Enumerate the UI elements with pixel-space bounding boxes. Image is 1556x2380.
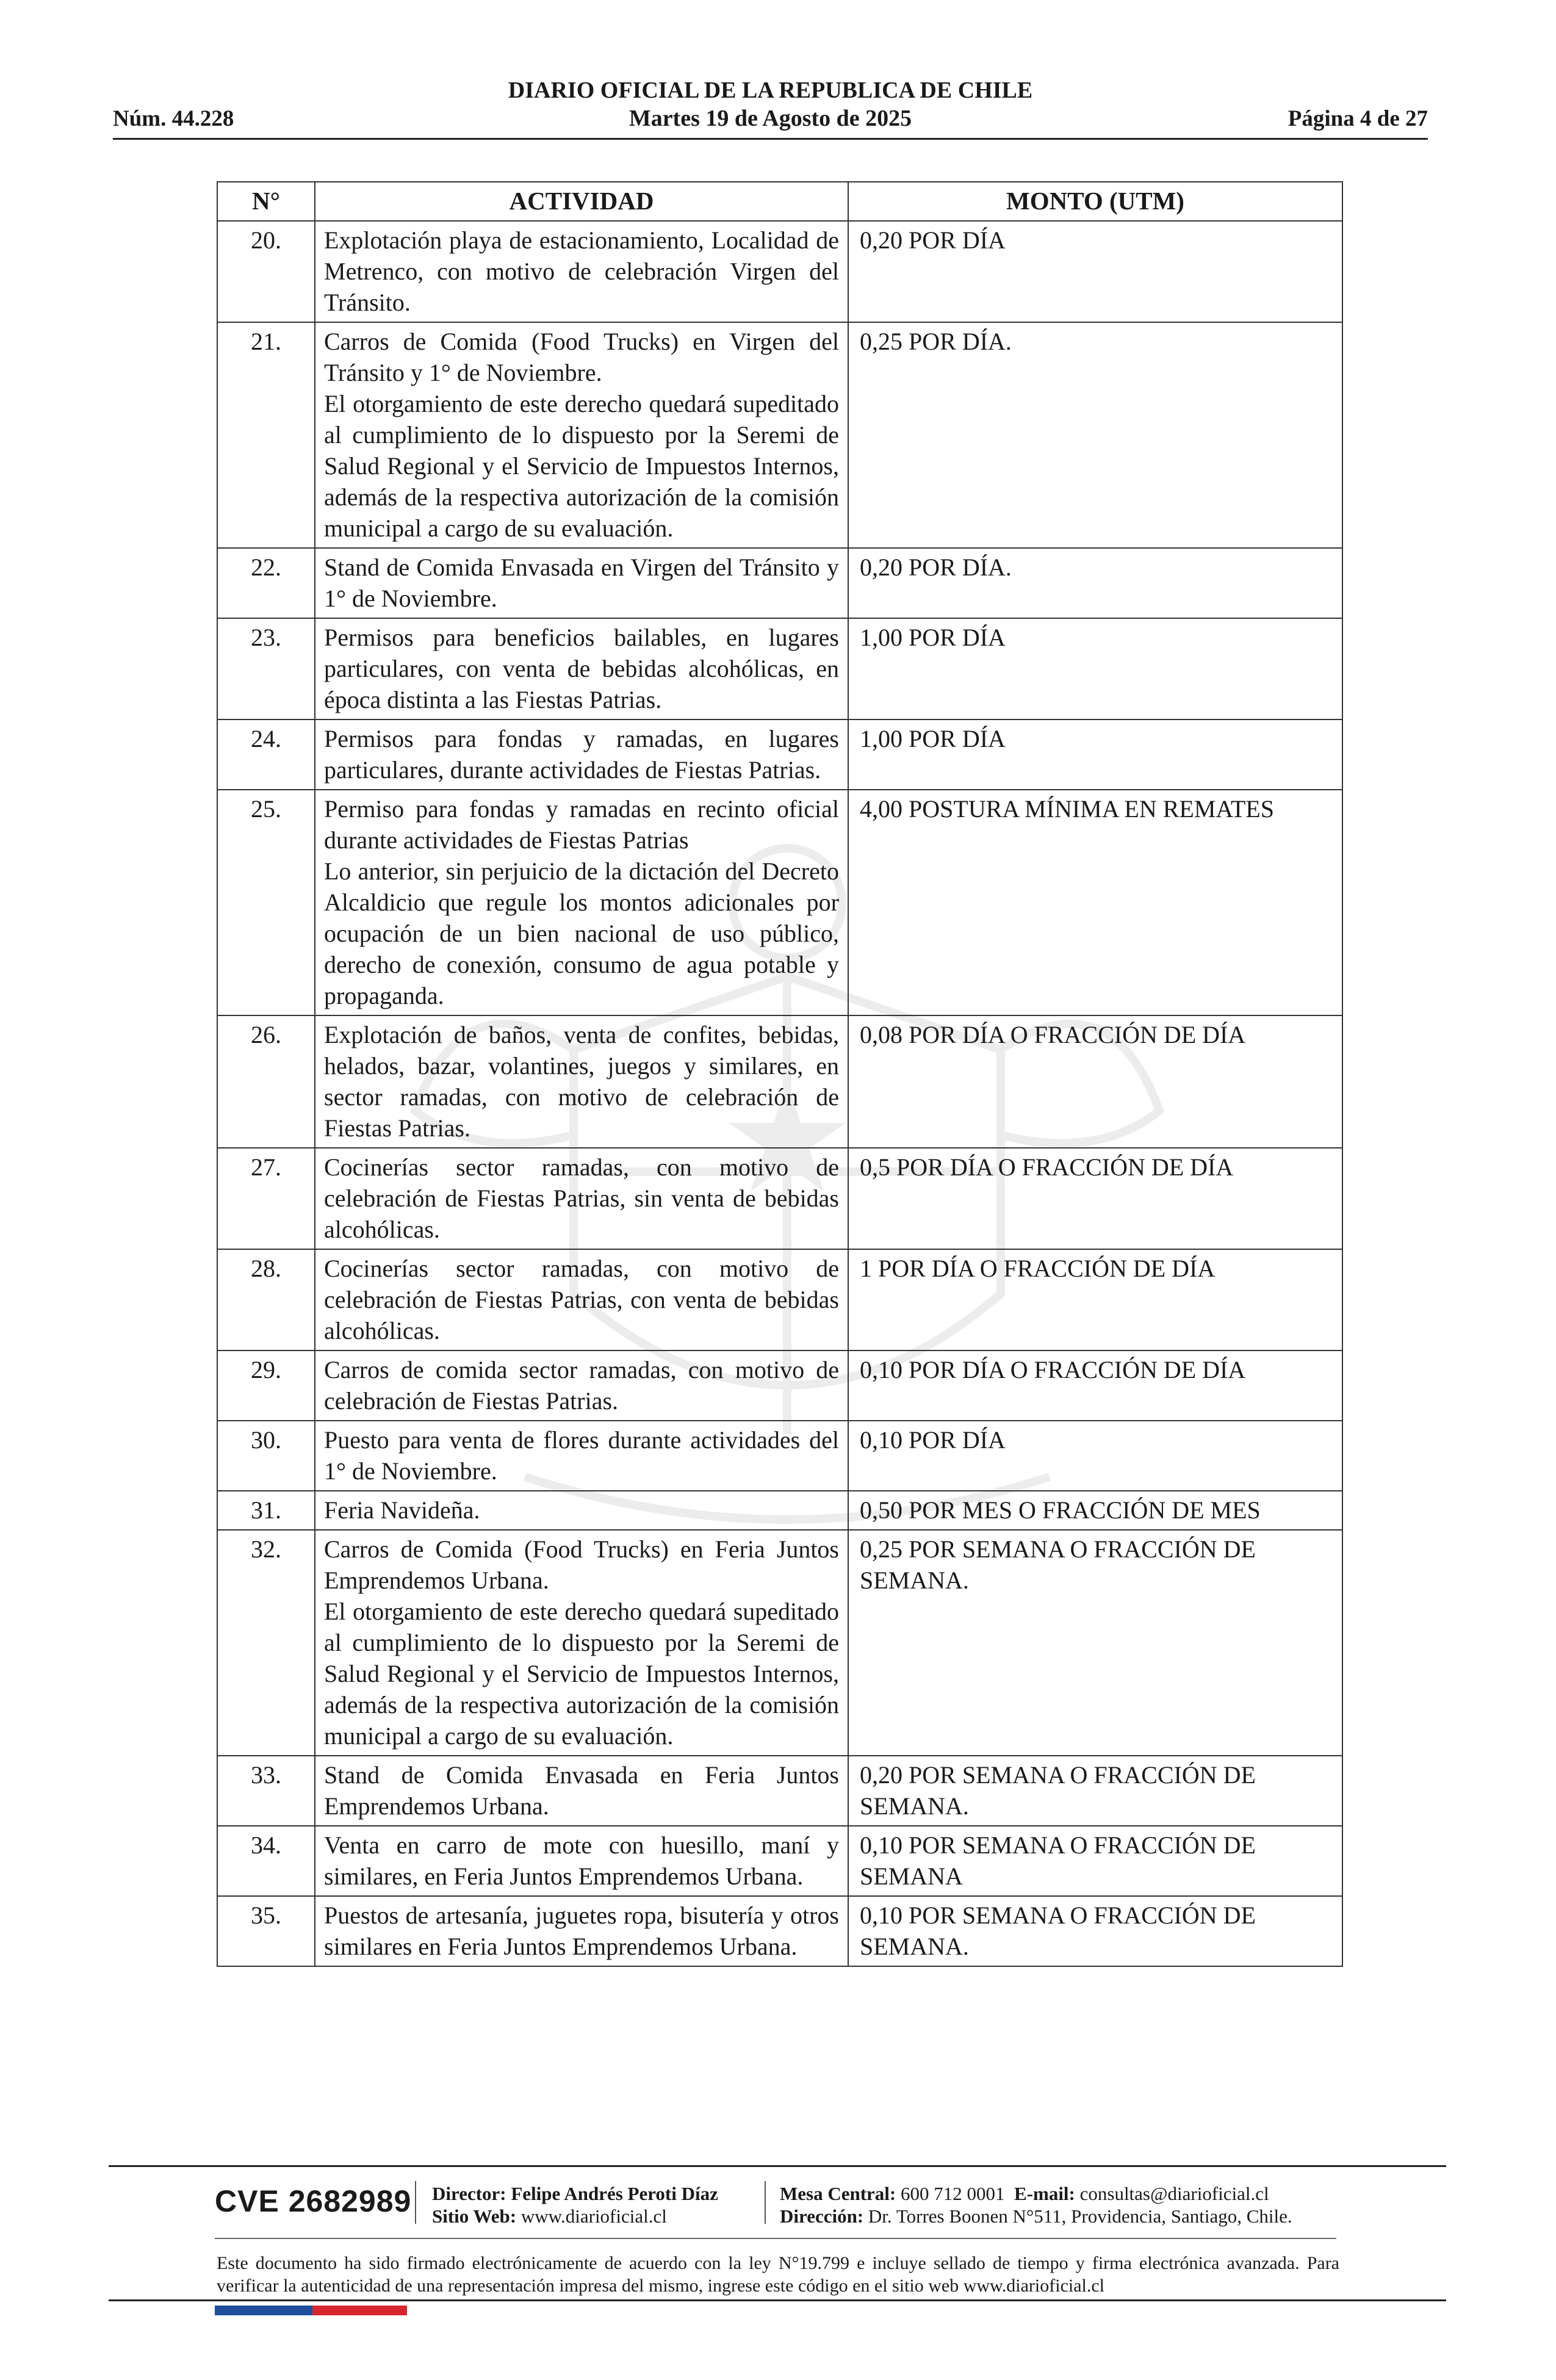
activity-text: Cocinerías sector ramadas, con motivo de celebración de Fiestas Patrias, con venta de bebidas alcohólicas. (324, 1255, 839, 1344)
row-amount: 1 POR DÍA O FRACCIÓN DE DÍA (848, 1249, 1342, 1350)
row-amount: 0,25 POR SEMANA O FRACCIÓN DE SEMANA. (848, 1530, 1342, 1756)
activity-text: Permiso para fondas y ramadas en recinto oficial durante actividades de Fiestas Patrias (324, 795, 839, 854)
row-amount: 0,25 POR DÍA. (848, 322, 1342, 548)
row-number: 23. (217, 618, 315, 719)
row-activity (315, 1896, 848, 1966)
row-number: 20. (217, 221, 315, 322)
row-activity (315, 1530, 848, 1756)
activity-text: Cocinerías sector ramadas, con motivo de celebración de Fiestas Patrias, sin venta de bebidas alcohólicas. (324, 1153, 839, 1243)
row-amount: 0,08 POR DÍA O FRACCIÓN DE DÍA (848, 1015, 1342, 1148)
publication-date: Martes 19 de Agosto de 2025 (629, 106, 912, 131)
table-row (217, 1249, 1342, 1350)
table-row (217, 1015, 1342, 1148)
row-amount: 0,20 POR SEMANA O FRACCIÓN DE SEMANA. (848, 1756, 1342, 1826)
column-header-amount: MONTO (UTM) (848, 182, 1342, 221)
row-number: 24. (217, 719, 315, 790)
table-row (217, 1896, 1342, 1966)
table-row (217, 1491, 1342, 1530)
column-header-activity: ACTIVIDAD (315, 182, 848, 221)
row-activity (315, 1491, 848, 1530)
publication-title: DIARIO OFICIAL DE LA REPUBLICA DE CHILE (508, 78, 1033, 103)
director-name: Felipe Andrés Peroti Díaz (511, 2183, 718, 2204)
flag-bar-red (312, 2306, 407, 2315)
issue-number: Núm. 44.228 (113, 106, 234, 131)
row-number: 33. (217, 1756, 315, 1826)
fees-table (217, 181, 1343, 1967)
row-amount: 0,10 POR DÍA O FRACCIÓN DE DÍA (848, 1350, 1342, 1421)
activity-text: Explotación de baños, venta de confites, bebidas, helados, bazar, volantines, juegos y similares, en sector ramadas, con motivo de celebración de Fiestas Patrias. (324, 1021, 839, 1142)
director-label: Director: (432, 2183, 506, 2204)
phone-number: 600 712 0001 (901, 2183, 1005, 2204)
footer-contact-block (780, 2182, 1292, 2227)
flag-bar-blue (215, 2306, 312, 2315)
row-amount: 1,00 POR DÍA (848, 618, 1342, 719)
row-activity (315, 548, 848, 618)
column-header-number: N° (217, 182, 315, 221)
row-activity (315, 1421, 848, 1491)
activity-text: Explotación playa de estacionamiento, Localidad de Metrenco, con motivo de celebración Virgen del Tránsito. (324, 226, 839, 316)
row-amount: 0,10 POR SEMANA O FRACCIÓN DE SEMANA. (848, 1896, 1342, 1966)
row-activity (315, 1756, 848, 1826)
row-activity (315, 1826, 848, 1896)
row-activity (315, 1350, 848, 1421)
activity-text: Permisos para beneficios bailables, en lugares particulares, con venta de bebidas alcohólicas, en época distinta a las Fiestas Patrias. (324, 624, 839, 713)
table-row (217, 1756, 1342, 1826)
masthead (113, 76, 1428, 132)
signature-note: Este documento ha sido firmado electrónicamente de acuerdo con la ley N°19.799 e incluye sellado de tiempo y firma electrónica avanzada. Para verificar la autenticidad de una representación impresa del mismo, ingrese este código en el sitio web www.diarioficial.cl (217, 2253, 1339, 2296)
director-line (432, 2182, 718, 2205)
row-activity (315, 790, 848, 1015)
row-amount: 0,50 POR MES O FRACCIÓN DE MES (848, 1491, 1342, 1530)
contact-line (780, 2182, 1292, 2205)
activity-text: Permisos para fondas y ramadas, en lugares particulares, durante actividades de Fiestas Patrias. (324, 725, 839, 784)
row-number: 26. (217, 1015, 315, 1148)
row-amount: 0,20 POR DÍA. (848, 548, 1342, 618)
row-number: 28. (217, 1249, 315, 1350)
row-amount: 0,10 POR SEMANA O FRACCIÓN DE SEMANA (848, 1826, 1342, 1896)
table-row (217, 1350, 1342, 1421)
row-number: 32. (217, 1530, 315, 1756)
activity-text: Venta en carro de mote con huesillo, maní y similares, en Feria Juntos Emprendemos Urbana. (324, 1831, 839, 1890)
website-line (432, 2205, 718, 2227)
footer-middle-divider (215, 2238, 1336, 2239)
row-activity (315, 1249, 848, 1350)
footer-director-block (432, 2182, 718, 2227)
table-row (217, 1826, 1342, 1896)
row-activity (315, 618, 848, 719)
row-number: 31. (217, 1491, 315, 1530)
row-amount: 0,5 POR DÍA O FRACCIÓN DE DÍA (848, 1148, 1342, 1249)
table-row (217, 1148, 1342, 1249)
activity-text: Puesto para venta de flores durante actividades del 1° de Noviembre. (324, 1426, 839, 1485)
activity-text: Carros de Comida (Food Trucks) en Feria Juntos Emprendemos Urbana. (324, 1535, 839, 1594)
row-activity (315, 322, 848, 548)
footer-bottom-divider (109, 2299, 1446, 2301)
row-number: 35. (217, 1896, 315, 1966)
table-row (217, 618, 1342, 719)
activity-text: Carros de Comida (Food Trucks) en Virgen del Tránsito y 1° de Noviembre. (324, 328, 839, 386)
table-row (217, 322, 1342, 548)
row-number: 29. (217, 1350, 315, 1421)
row-amount: 0,10 POR DÍA (848, 1421, 1342, 1491)
activity-text: Puestos de artesanía, juguetes ropa, bisutería y otros similares en Feria Juntos Emprendemos Urbana. (324, 1902, 839, 1960)
phone-label: Mesa Central: (780, 2183, 896, 2204)
activity-note: El otorgamiento de este derecho quedará supeditado al cumplimiento de lo dispuesto por la Seremi de Salud Regional y el Servicio de Impuestos Internos, además de la respectiva autorización de la comisión municipal a cargo de su evaluación. (324, 1598, 839, 1750)
table-row (217, 1421, 1342, 1491)
address-label: Dirección: (780, 2205, 864, 2227)
row-activity (315, 221, 848, 322)
table-row (217, 548, 1342, 618)
footer-separator (415, 2181, 416, 2224)
header-divider (113, 138, 1428, 140)
address-text: Dr. Torres Boonen N°511, Providencia, Santiago, Chile. (868, 2205, 1292, 2227)
email-label: E-mail: (1014, 2183, 1075, 2204)
table-row (217, 719, 1342, 790)
page-number: Página 4 de 27 (1288, 106, 1428, 131)
activity-note: El otorgamiento de este derecho quedará supeditado al cumplimiento de lo dispuesto por la Seremi de Salud Regional y el Servicio de Impuestos Internos, además de la respectiva autorización de la comisión municipal a cargo de su evaluación. (324, 390, 839, 542)
page-header (113, 76, 1428, 143)
table-row (217, 790, 1342, 1015)
table-row (217, 221, 1342, 322)
row-number: 34. (217, 1826, 315, 1896)
website-label: Sitio Web: (432, 2205, 517, 2227)
footer-separator (765, 2181, 766, 2224)
row-number: 30. (217, 1421, 315, 1491)
website-link[interactable]: www.diarioficial.cl (520, 2205, 667, 2227)
activity-text: Feria Navideña. (324, 1496, 480, 1524)
activity-text: Carros de comida sector ramadas, con motivo de celebración de Fiestas Patrias. (324, 1356, 839, 1415)
row-activity (315, 1015, 848, 1148)
address-line (780, 2205, 1292, 2227)
row-amount: 0,20 POR DÍA (848, 221, 1342, 322)
activity-note: Lo anterior, sin perjuicio de la dictación del Decreto Alcaldicio que regule los montos adicionales por ocupación de un bien nacional de uso público, derecho de conexión, consumo de agua potable y propaganda. (324, 857, 839, 1009)
email-link[interactable]: consultas@diarioficial.cl (1079, 2183, 1269, 2204)
table-header-row (217, 182, 1342, 221)
activity-text: Stand de Comida Envasada en Virgen del Tránsito y 1° de Noviembre. (324, 554, 839, 612)
row-activity (315, 719, 848, 790)
cve-code: CVE 2682989 (215, 2184, 412, 2218)
row-number: 21. (217, 322, 315, 548)
row-activity (315, 1148, 848, 1249)
table-row (217, 1530, 1342, 1756)
row-amount: 1,00 POR DÍA (848, 719, 1342, 790)
row-number: 27. (217, 1148, 315, 1249)
footer-top-divider (109, 2165, 1446, 2167)
row-number: 25. (217, 790, 315, 1015)
activity-text: Stand de Comida Envasada en Feria Juntos Emprendemos Urbana. (324, 1761, 839, 1820)
row-number: 22. (217, 548, 315, 618)
row-amount: 4,00 POSTURA MÍNIMA EN REMATES (848, 790, 1342, 1015)
